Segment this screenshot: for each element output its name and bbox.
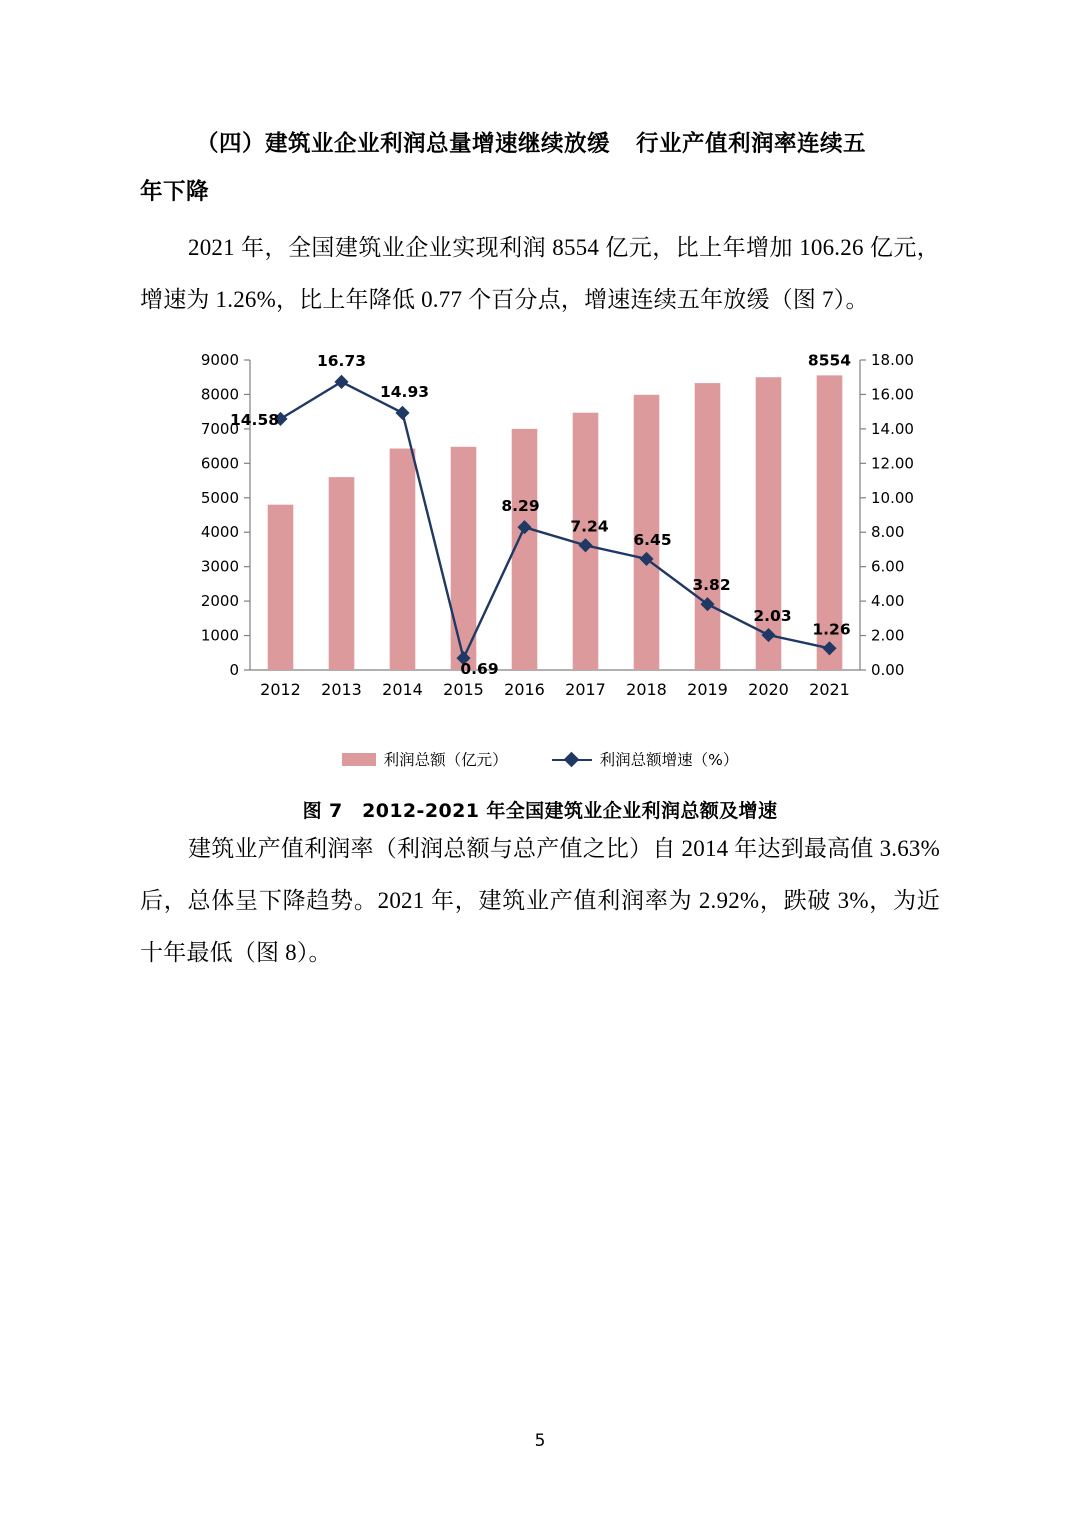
svg-text:16.00: 16.00 <box>871 385 914 404</box>
svg-text:14.58: 14.58 <box>229 410 280 429</box>
svg-text:7.24: 7.24 <box>570 517 609 536</box>
svg-text:0: 0 <box>229 661 239 679</box>
svg-text:14.00: 14.00 <box>871 419 914 438</box>
svg-text:6.00: 6.00 <box>871 557 905 576</box>
svg-text:6.45: 6.45 <box>633 530 672 549</box>
svg-text:2016: 2016 <box>504 680 545 699</box>
svg-text:2020: 2020 <box>748 680 789 699</box>
svg-text:8554: 8554 <box>807 351 852 370</box>
svg-text:2019: 2019 <box>687 680 728 699</box>
svg-text:2012: 2012 <box>260 680 301 699</box>
heading-line2: 年下降 <box>140 179 210 205</box>
heading-line1-part1: （四）建筑业企业利润总量增速继续放缓 <box>196 131 611 157</box>
paragraph-profit-rate: 建筑业产值利润率（利润总额与总产值之比）自 2014 年达到最高值 3.63%后，总体呈下降趋势。2021 年，建筑业产值利润率为 2.92%，跌破 3%，为近十年最低（图 8）。 <box>140 836 940 965</box>
svg-text:4.00: 4.00 <box>871 592 905 611</box>
svg-text:2013: 2013 <box>321 680 362 699</box>
section-heading <box>140 120 940 216</box>
svg-text:2017: 2017 <box>565 680 606 699</box>
svg-text:18.00: 18.00 <box>871 351 914 369</box>
svg-text:14.93: 14.93 <box>379 382 430 401</box>
chart-legend <box>140 748 940 770</box>
legend-bar-label: 利润总额（亿元） <box>383 751 508 769</box>
svg-text:8.29: 8.29 <box>501 497 540 516</box>
legend-line-swatch <box>552 753 592 766</box>
chart-svg <box>160 340 920 740</box>
svg-text:0.69: 0.69 <box>460 660 499 679</box>
svg-text:2000: 2000 <box>200 592 239 611</box>
heading-line1-part2: 行业产值利润率连续五 <box>636 131 867 157</box>
svg-text:2014: 2014 <box>382 680 423 699</box>
svg-text:2.03: 2.03 <box>753 607 792 626</box>
svg-text:6000: 6000 <box>200 454 239 473</box>
svg-text:16.73: 16.73 <box>316 351 367 370</box>
svg-text:12.00: 12.00 <box>871 454 914 473</box>
figure-caption: 图 7 2012-2021 年全国建筑业企业利润总额及增速 <box>302 800 778 822</box>
figure-7 <box>140 340 940 823</box>
svg-text:0.00: 0.00 <box>871 661 905 679</box>
paragraph-profit-total: 2021 年，全国建筑业企业实现利润 8554 亿元，比上年增加 106.26 亿元，增速为 1.26%，比上年降低 0.77 个百分点，增速连续五年放缓（图 7）。 <box>140 235 940 312</box>
svg-text:1.26: 1.26 <box>812 620 851 639</box>
legend-bar-swatch <box>342 753 376 766</box>
svg-text:8.00: 8.00 <box>871 523 905 542</box>
svg-text:4000: 4000 <box>200 523 239 542</box>
legend-item-line <box>552 748 739 770</box>
svg-text:2.00: 2.00 <box>871 626 905 645</box>
chart-profit-and-growth <box>160 340 920 740</box>
svg-text:2018: 2018 <box>626 680 667 699</box>
svg-text:2021: 2021 <box>809 680 850 699</box>
svg-text:1000: 1000 <box>200 626 239 645</box>
svg-text:10.00: 10.00 <box>871 488 914 507</box>
legend-item-bar <box>342 748 508 770</box>
page-number: 5 <box>534 1431 546 1451</box>
svg-text:3.82: 3.82 <box>692 576 731 595</box>
svg-text:8000: 8000 <box>200 385 239 404</box>
svg-text:7000: 7000 <box>200 419 239 438</box>
svg-text:9000: 9000 <box>200 351 239 369</box>
svg-text:2015: 2015 <box>443 680 484 699</box>
legend-line-label: 利润总额增速（%） <box>599 751 739 769</box>
svg-text:3000: 3000 <box>200 557 239 576</box>
svg-text:5000: 5000 <box>200 488 239 507</box>
